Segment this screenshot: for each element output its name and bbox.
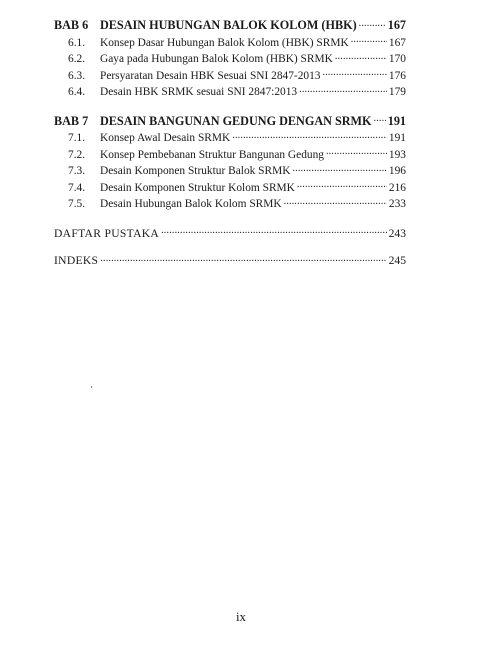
dot-leader — [335, 50, 387, 62]
paper-speck — [91, 386, 92, 388]
toc-section-entry[interactable] — [54, 129, 406, 146]
chapter-title: DESAIN BANGUNAN GEDUNG DENGAN SRMK — [100, 113, 372, 128]
section-title: Konsep Pembebanan Struktur Bangunan Gedung — [100, 148, 324, 161]
dot-leader — [299, 83, 387, 95]
toc-section-entry[interactable] — [54, 34, 406, 51]
dot-leader — [374, 113, 386, 125]
section-title: Konsep Dasar Hubungan Balok Kolom (HBK) SRMK — [100, 36, 349, 49]
back-matter-page-number: 245 — [388, 254, 406, 267]
toc-chapter-heading[interactable] — [54, 17, 406, 34]
dot-leader — [351, 34, 387, 46]
dot-leader — [232, 129, 387, 141]
dot-leader — [359, 17, 386, 29]
section-page-number: 167 — [388, 36, 406, 49]
toc-section-entry[interactable] — [54, 179, 406, 196]
section-number: 7.5. — [68, 198, 86, 210]
toc-chapter-7 — [54, 113, 406, 212]
toc-section-entry[interactable] — [54, 50, 406, 67]
toc-section-entry[interactable] — [54, 83, 406, 100]
section-page-number: 233 — [388, 198, 406, 210]
section-page-number: 191 — [388, 132, 406, 144]
section-page-number: 176 — [388, 69, 406, 82]
chapter-page-number: 191 — [387, 113, 406, 128]
toc-section-entry[interactable] — [54, 67, 406, 84]
toc-section-entry[interactable] — [54, 162, 406, 179]
back-matter-page-number: 243 — [388, 226, 406, 240]
page-number-footer: ix — [235, 609, 247, 624]
section-number: 6.1. — [68, 36, 86, 49]
dot-leader — [297, 179, 387, 191]
dot-leader — [100, 252, 386, 264]
section-title: Konsep Awal Desain SRMK — [100, 132, 231, 144]
dot-leader — [326, 146, 387, 158]
section-number: 6.4. — [68, 86, 86, 98]
chapter-number: BAB 6 — [54, 18, 89, 32]
chapter-page-number: 167 — [387, 18, 406, 32]
section-number: 7.1. — [68, 132, 86, 144]
section-title: Persyaratan Desain HBK Sesuai SNI 2847-2013 — [100, 69, 321, 82]
dot-leader — [161, 225, 387, 237]
section-page-number: 170 — [388, 53, 406, 65]
toc-chapter-heading[interactable] — [54, 113, 406, 130]
toc-section-entry[interactable] — [54, 195, 406, 212]
toc-entry-indeks[interactable] — [54, 252, 406, 269]
section-page-number: 179 — [388, 86, 406, 98]
toc-entry-daftar-pustaka[interactable] — [54, 225, 406, 242]
section-number: 6.3. — [68, 69, 86, 82]
section-title: Gaya pada Hubungan Balok Kolom (HBK) SRMK — [100, 53, 333, 65]
section-title: Desain Komponen Struktur Balok SRMK — [100, 165, 291, 177]
section-number: 7.2. — [68, 148, 86, 161]
section-title: Desain HBK SRMK sesuai SNI 2847:2013 — [100, 86, 298, 98]
toc-chapter-6 — [54, 17, 406, 100]
section-title: Desain Komponen Struktur Kolom SRMK — [100, 181, 295, 194]
dot-leader — [292, 162, 386, 174]
section-title: Desain Hubungan Balok Kolom SRMK — [100, 198, 282, 210]
chapter-title: DESAIN HUBUNGAN BALOK KOLOM (HBK) — [100, 18, 357, 32]
section-page-number: 196 — [388, 165, 406, 177]
section-page-number: 216 — [388, 181, 406, 194]
section-number: 6.2. — [68, 53, 86, 65]
section-number: 7.4. — [68, 181, 86, 194]
back-matter-title: INDEKS — [54, 254, 99, 267]
toc-section-entry[interactable] — [54, 146, 406, 163]
chapter-number: BAB 7 — [54, 113, 89, 128]
dot-leader — [284, 195, 387, 207]
back-matter-title: DAFTAR PUSTAKA — [54, 226, 160, 240]
dot-leader — [323, 67, 387, 79]
table-of-contents — [54, 17, 406, 280]
section-number: 7.3. — [68, 165, 86, 177]
section-page-number: 193 — [388, 148, 406, 161]
